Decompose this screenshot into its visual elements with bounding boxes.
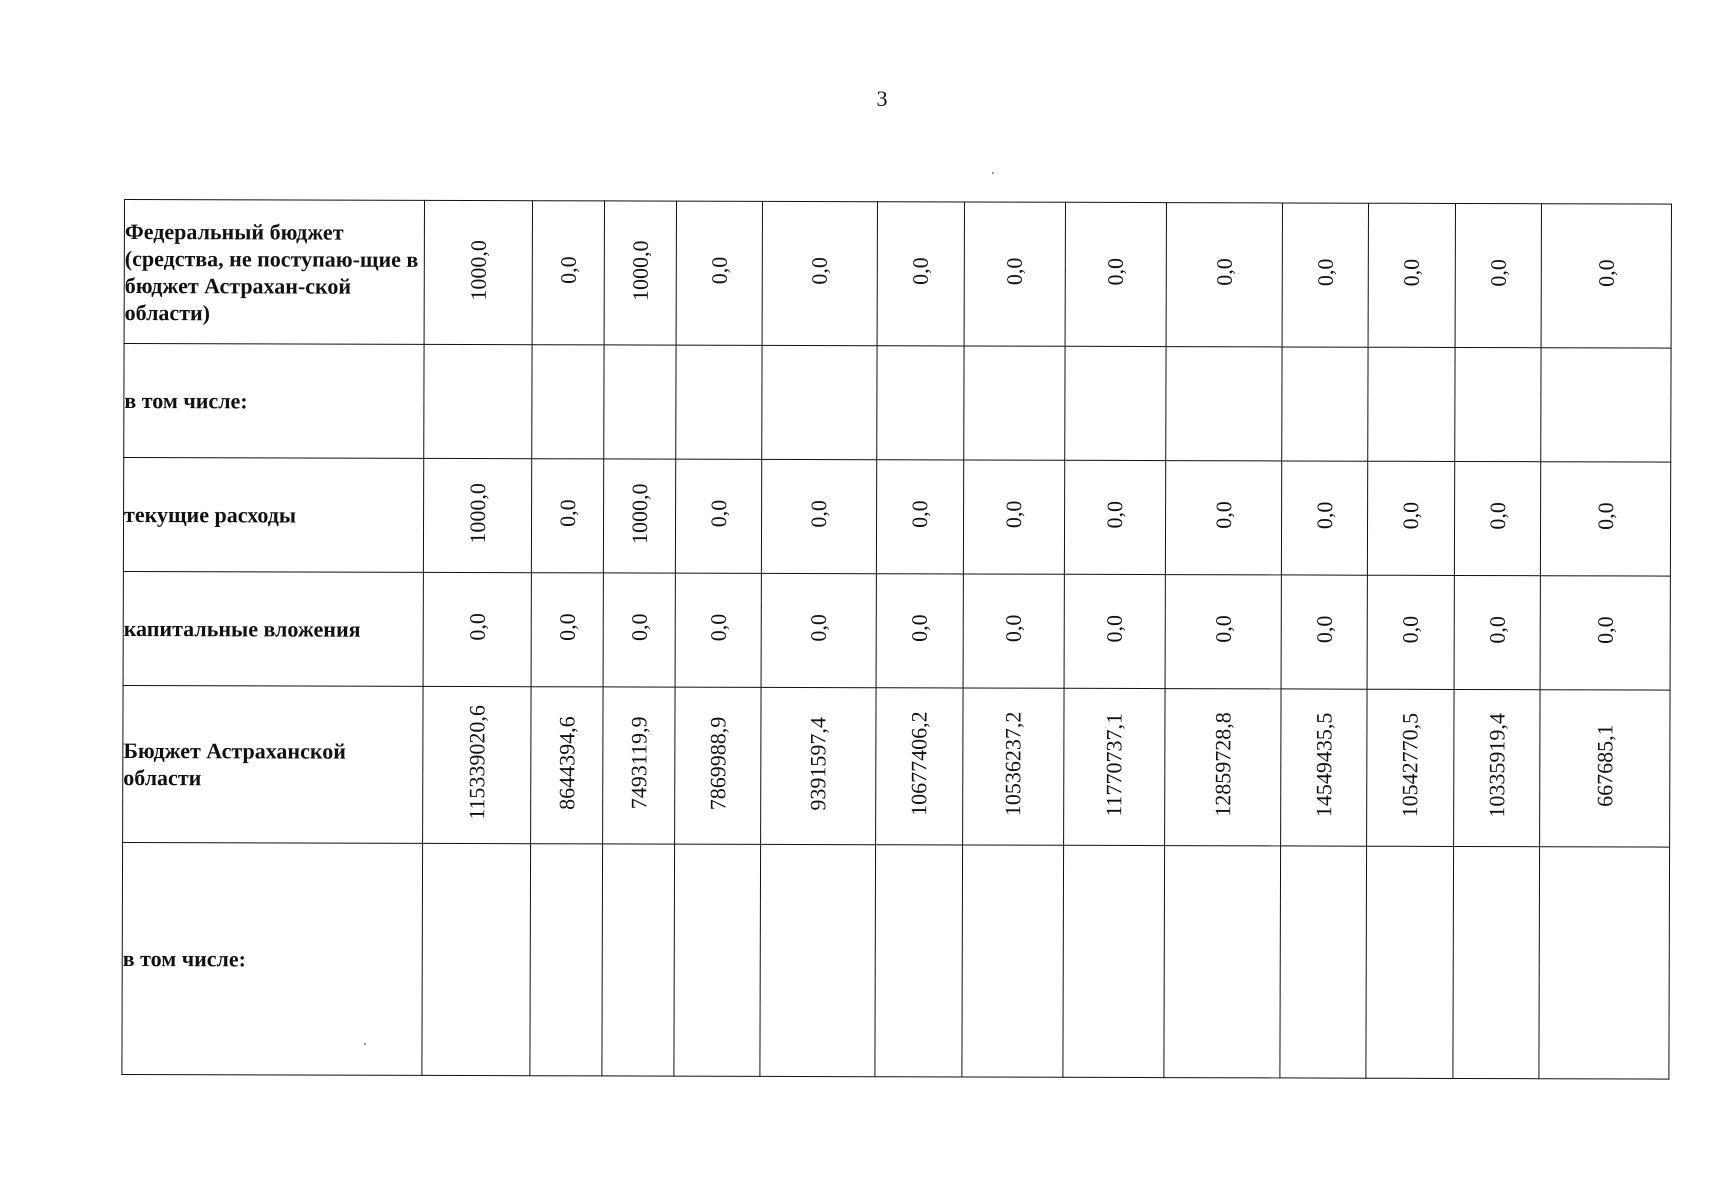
- value-cell: [603, 687, 675, 844]
- table-row: [122, 842, 1670, 1079]
- cell-value: 0,0: [1210, 615, 1236, 644]
- value-cell: [532, 345, 604, 459]
- cell-value: 0,0: [626, 613, 652, 642]
- cell-value: 14549435,5: [1310, 712, 1336, 818]
- value-cell: [1165, 575, 1281, 689]
- cell-value: 0,0: [1000, 614, 1026, 643]
- value-cell: [675, 573, 761, 687]
- cell-value: 0,0: [1592, 502, 1618, 531]
- value-cell: [602, 844, 675, 1076]
- cell-value: 9391597,4: [805, 716, 831, 811]
- value-cell: [875, 845, 963, 1077]
- value-cell: [1539, 847, 1670, 1079]
- value-cell: [964, 346, 1065, 460]
- value-cell: [531, 459, 603, 573]
- value-cell: [1455, 347, 1541, 461]
- value-cell: [1281, 461, 1367, 575]
- value-cell: [674, 844, 761, 1076]
- value-cell: [1540, 462, 1670, 576]
- cell-value: 0,0: [1210, 501, 1236, 530]
- value-cell: [675, 687, 761, 844]
- table-row: [124, 200, 1671, 349]
- value-cell: [1165, 461, 1281, 575]
- cell-value: 12859728,8: [1209, 712, 1235, 818]
- value-cell: [1164, 846, 1281, 1078]
- value-cell: [1454, 689, 1540, 846]
- value-cell: [1366, 846, 1454, 1078]
- value-cell: [876, 574, 963, 688]
- value-cell: [1454, 461, 1540, 575]
- value-cell: [1280, 846, 1367, 1078]
- cell-value: 0,0: [906, 614, 932, 643]
- value-cell: [1064, 688, 1165, 845]
- value-cell: [422, 843, 531, 1075]
- scan-speck: [992, 172, 994, 174]
- cell-value: 8644394,6: [553, 716, 579, 810]
- cell-value: 0,0: [705, 499, 731, 528]
- cell-value: 0,0: [1398, 502, 1424, 530]
- value-cell: [1281, 575, 1367, 689]
- value-cell: [604, 201, 676, 345]
- cell-value: 0,0: [1592, 616, 1618, 645]
- value-cell: [761, 573, 876, 687]
- value-cell: [1282, 347, 1368, 461]
- value-cell: [1166, 203, 1282, 347]
- value-cell: [1368, 203, 1455, 347]
- cell-value: 0,0: [806, 257, 832, 285]
- cell-value: 0,0: [1102, 258, 1128, 286]
- cell-value: 1000,0: [465, 239, 491, 301]
- value-cell: [603, 573, 675, 687]
- value-cell: [675, 459, 761, 573]
- row-label: капитальные вложения: [123, 571, 423, 686]
- cell-value: 0,0: [1311, 501, 1337, 530]
- cell-value: 0,0: [907, 257, 933, 286]
- value-cell: [1063, 845, 1165, 1077]
- value-cell: [423, 458, 531, 572]
- value-cell: [877, 202, 964, 346]
- row-label: Бюджет Астраханской области: [123, 685, 423, 843]
- value-cell: [1064, 460, 1165, 574]
- cell-value: 0,0: [1001, 500, 1027, 529]
- value-cell: [1541, 348, 1671, 462]
- cell-value: 10335919,4: [1483, 713, 1509, 818]
- cell-value: 0,0: [1484, 502, 1510, 530]
- value-cell: [1367, 689, 1454, 846]
- value-cell: [1166, 347, 1282, 461]
- table-row: [123, 571, 1670, 690]
- cell-value: 0,0: [554, 499, 580, 528]
- value-cell: [761, 687, 876, 844]
- value-cell: [1541, 204, 1671, 348]
- cell-value: 0,0: [805, 614, 831, 642]
- value-cell: [1064, 574, 1165, 688]
- value-cell: [1165, 689, 1281, 846]
- value-cell: [963, 460, 1064, 574]
- value-cell: [603, 459, 675, 573]
- value-cell: [530, 844, 603, 1076]
- value-cell: [761, 459, 876, 573]
- value-cell: [1455, 203, 1541, 347]
- cell-value: 0,0: [1484, 616, 1510, 644]
- table-row: [124, 344, 1671, 463]
- value-cell: [876, 460, 963, 574]
- cell-value: 1000,0: [627, 240, 653, 301]
- cell-value: 0,0: [1397, 616, 1423, 644]
- value-cell: [1281, 689, 1367, 846]
- cell-value: 7493119,9: [625, 716, 651, 810]
- budget-table: [121, 199, 1672, 1080]
- value-cell: [1540, 690, 1670, 847]
- value-cell: [963, 574, 1064, 688]
- cell-value: 1000,0: [464, 482, 490, 544]
- cell-value: 0,0: [1101, 615, 1127, 643]
- value-cell: [423, 572, 531, 686]
- cell-value: 10542770,5: [1397, 713, 1423, 818]
- cell-value: 0,0: [464, 613, 490, 641]
- table-row: [123, 458, 1670, 577]
- row-label: в том числе:: [124, 344, 424, 459]
- cell-value: 667685,1: [1591, 724, 1617, 808]
- row-label: в том числе:: [122, 842, 423, 1075]
- value-cell: [1367, 575, 1454, 689]
- value-cell: [424, 200, 532, 344]
- cell-value: 0,0: [1102, 501, 1128, 529]
- cell-value: 0,0: [1311, 615, 1337, 644]
- page-number: 3: [876, 86, 888, 111]
- value-cell: [531, 573, 603, 687]
- cell-value: 0,0: [907, 500, 933, 529]
- cell-value: 0,0: [705, 613, 731, 642]
- value-cell: [1368, 347, 1455, 461]
- value-cell: [762, 201, 877, 345]
- value-cell: [1065, 346, 1166, 460]
- value-cell: [876, 688, 963, 845]
- value-cell: [877, 346, 964, 460]
- value-cell: [1453, 846, 1540, 1078]
- value-cell: [1540, 576, 1670, 690]
- cell-value: 0,0: [1593, 259, 1619, 288]
- value-cell: [1367, 461, 1454, 575]
- value-cell: [424, 344, 532, 458]
- cell-value: 0,0: [1001, 257, 1027, 286]
- row-label: текущие расходы: [123, 458, 423, 573]
- cell-value: 115339020,6: [463, 705, 489, 820]
- value-cell: [423, 686, 531, 843]
- cell-value: 0,0: [806, 500, 832, 528]
- value-cell: [962, 845, 1064, 1077]
- cell-value: 0,0: [1485, 259, 1511, 287]
- cell-value: 0,0: [554, 613, 580, 642]
- value-cell: [604, 345, 676, 459]
- value-cell: [676, 345, 762, 459]
- table-row: [123, 685, 1670, 847]
- cell-value: 11770737,1: [1101, 712, 1127, 817]
- cell-value: 0,0: [706, 256, 732, 285]
- cell-value: 0,0: [1211, 258, 1237, 287]
- value-cell: [1065, 202, 1166, 346]
- value-cell: [1454, 575, 1540, 689]
- cell-value: 10677406,2: [906, 711, 932, 817]
- value-cell: [1282, 203, 1368, 347]
- value-cell: [964, 202, 1065, 346]
- cell-value: 10536237,2: [1000, 711, 1026, 817]
- cell-value: 7869988,9: [704, 716, 730, 811]
- value-cell: [963, 688, 1064, 845]
- value-cell: [762, 345, 877, 459]
- value-cell: [760, 844, 876, 1076]
- cell-value: 0,0: [1312, 258, 1338, 287]
- cell-value: 0,0: [555, 256, 581, 285]
- cell-value: 1000,0: [626, 483, 652, 544]
- row-label: Федеральный бюджет (средства, не поступаю-щие в бюджет Астрахан-ской области): [124, 200, 424, 345]
- cell-value: 0,0: [1398, 259, 1424, 287]
- value-cell: [531, 687, 603, 844]
- value-cell: [676, 201, 762, 345]
- value-cell: [532, 201, 604, 345]
